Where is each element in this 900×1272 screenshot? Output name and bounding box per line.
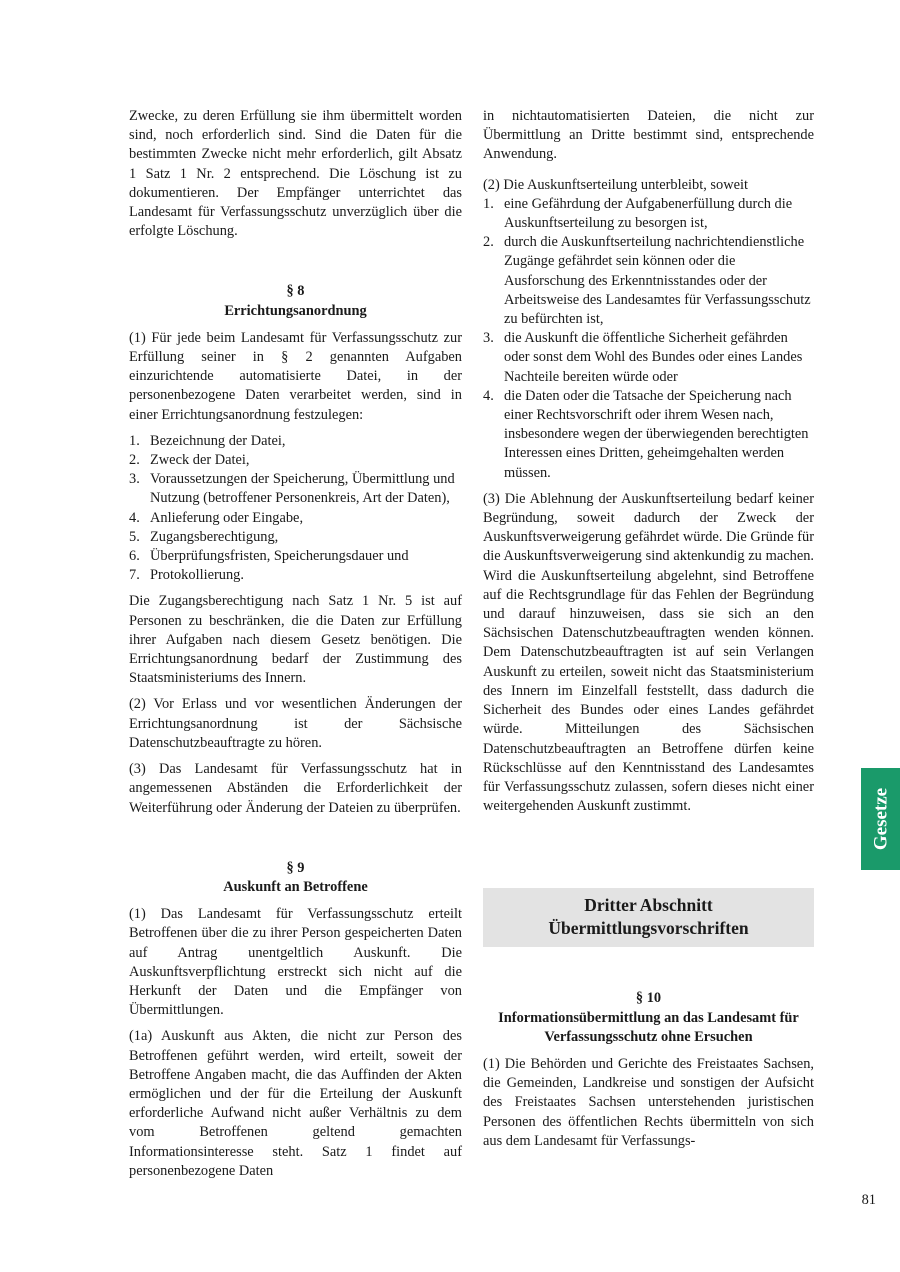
section-9-para-1a: (1a) Auskunft aus Akten, die nicht zur Person des Betroffenen geführt werden, wird erteilt, soweit der Betroffene Angaben macht, die das Auffinden der Akten ermöglichen und der für die Erteilung der Auskunft erforderliche Aufwand nicht außer Verhältnis zu dem vom Betroffenen geltend gemachten Informationsinteresse steht. Satz 1 findet auf personenbezogene Daten (129, 1028, 462, 1179)
section-9-para-2-intro: (2) Die Auskunftserteilung unterbleibt, soweit (483, 176, 748, 193)
spacer (129, 825, 462, 859)
section-9-number: § 9 (286, 859, 305, 876)
continuation-paragraph: in nichtautomatisierten Dateien, die nicht zur Übermittlung an Dritte bestimmt sind, entsprechende Anwendung. (483, 108, 814, 163)
section-tab-gesetze (861, 768, 900, 870)
right-column (483, 107, 814, 1158)
list-item: 1. eine Gefährdung der Aufgabenerfüllung durch die Auskunftserteilung zu besorgen ist, (483, 195, 793, 232)
section-8-title: Errichtungsanordnung (224, 302, 367, 319)
section-10-title-line-1: Informationsübermittlung an das Landesamt für (498, 1009, 799, 1026)
list-item: 3. die Auskunft die öffentliche Sicherheit gefährden oder sonst dem Wohl des Bundes oder eines Landes Nachteile bereiten würde oder (483, 330, 803, 385)
list-item: 4. Anlieferung oder Eingabe, (129, 509, 304, 526)
section-10-number: § 10 (635, 990, 662, 1007)
intro-paragraph: Zwecke, zu deren Erfüllung sie ihm übermittelt worden sind, noch erforderlich sind. Sind die Daten für die bestimmten Zwecke nicht mehr erforderlich, gilt Absatz 1 Satz 1 Nr. 2 entsprechend. Die Löschung ist zu dokumentieren. Der Empfänger unterrichtet das Landesamt für Verfassungsschutz unverzüglich über die erfolgte Löschung. (129, 108, 462, 240)
section-9-para-1: (1) Das Landesamt für Verfassungsschutz erteilt Betroffenen über die zu ihrer Person gespeicherten Daten auf Antrag unentgeltlich Auskunft. Die Auskunftsverpflichtung erstreckt sich nicht auf die Herkunft der Daten und die Empfänger von Übermittlungen. (129, 906, 462, 1019)
chapter-title: Dritter Abschnitt (584, 895, 713, 916)
section-9-para-3: (3) Die Ablehnung der Auskunftserteilung bedarf keiner Begründung, soweit dadurch der Zweck der Auskunftsverweigerung gefährdet würde. Die Gründe für die Auskunftsverweigerung sind aktenkundig zu machen. Wird die Auskunftserteilung abgelehnt, sind Betroffene auf die Rechtsgrundlage für das Fehlen der Begründung und darauf hinzuweisen, dass sie sich an den Sächsischen Datenschutzbeauftragten wenden können. Dem Datenschutzbeauftragten ist auf sein Verlangen Auskunft zu erteilen, soweit nicht das Staatsministerium des Innern im Einzelfall feststellt, dass dadurch die Sicherheit des Bundes oder eines Landes gefährdet würde. Mitteilungen des Sächsischen Datenschutzbeauftragten an Betroffene dürfen keine Rückschlüsse auf den Kenntnisstand des Landesamtes für Verfassungsschutz zulassen, sofern dieses nicht einer weitergehenden Auskunft zustimmt. (483, 490, 814, 815)
section-10-heading (483, 989, 814, 1047)
section-tab-label: Gesetze (869, 787, 891, 851)
section-9-title: Auskunft an Betroffene (223, 878, 368, 895)
section-8-para-1: (1) Für jede beim Landesamt für Verfassungsschutz zur Erfüllung seiner in § 2 genannten Aufgaben einzurichtende automatisierte Datei, in der personenbezogene Daten verarbeitet werden, sind in einer Errichtungsanordnung festzulegen: (129, 329, 462, 423)
section-8-number: § 8 (286, 283, 305, 300)
section-9-heading (129, 859, 462, 897)
list-item: 2. durch die Auskunftserteilung nachrichtendienstliche Zugänge gefährdet sein können oder die Ausforschung des Erkenntnisstandes oder der Arbeitsweise des Landesamtes für Verfassungsschutz zu befürchten ist, (483, 234, 811, 328)
section-8-para-2: (2) Vor Erlass und vor wesentlichen Änderungen der Errichtungsanordnung ist der Sächsische Datenschutzbeauftragte zu hören. (129, 696, 462, 751)
list-item: 2. Zweck der Datei, (129, 452, 250, 469)
page-number: 81 (861, 1192, 876, 1208)
section-8-para-1b: Die Zugangsberechtigung nach Satz 1 Nr. 5 ist auf Personen zu beschränken, die die Daten zur Erfüllung ihrer Aufgaben nach diesem Gesetz benötigen. Die Errichtungsanordnung bedarf der Zustimmung des Staatsministeriums des Innern. (129, 593, 462, 687)
spacer (129, 248, 462, 282)
left-column (129, 107, 462, 1188)
section-8-heading (129, 282, 462, 320)
section-10-para-1: (1) Die Behörden und Gerichte des Freistaates Sachsen, die Gemeinden, Landkreise und sonstigen der Aufsicht des Freistaates Sachsen unterstehenden juristischen Personen des öffentlichen Rechts übermitteln von sich aus dem Landesamt für Verfassungs- (483, 1055, 814, 1149)
section-9-para-2-list (483, 195, 814, 483)
chapter-heading-box (483, 888, 814, 947)
list-item: 5. Zugangsberechtigung, (129, 528, 279, 545)
list-item: 1. Bezeichnung der Datei, (129, 432, 286, 449)
list-item: 6. Überprüfungsfristen, Speicherungsdauer und (129, 548, 409, 565)
list-item: 7. Protokollierung. (129, 567, 244, 584)
chapter-subtitle: Übermittlungsvorschriften (548, 918, 749, 939)
section-10-title-line-2: Verfassungsschutz ohne Ersuchen (544, 1028, 753, 1045)
list-item: 4. die Daten oder die Tatsache der Speicherung nach einer Rechtsvorschrift oder ihrem Wesen nach, insbesondere wegen der überwiegenden berechtigten Interessen eines Dritten, geheimgehalten werden müssen. (483, 387, 809, 481)
section-8-list (129, 432, 462, 586)
list-item: 3. Voraussetzungen der Speicherung, Übermittlung und Nutzung (betroffener Personenkreis, Art der Daten), (129, 471, 455, 507)
section-8-para-3: (3) Das Landesamt für Verfassungsschutz hat in angemessenen Abständen die Erforderlichkeit der Weiterführung oder Änderung der Dateien zu überprüfen. (129, 761, 462, 816)
